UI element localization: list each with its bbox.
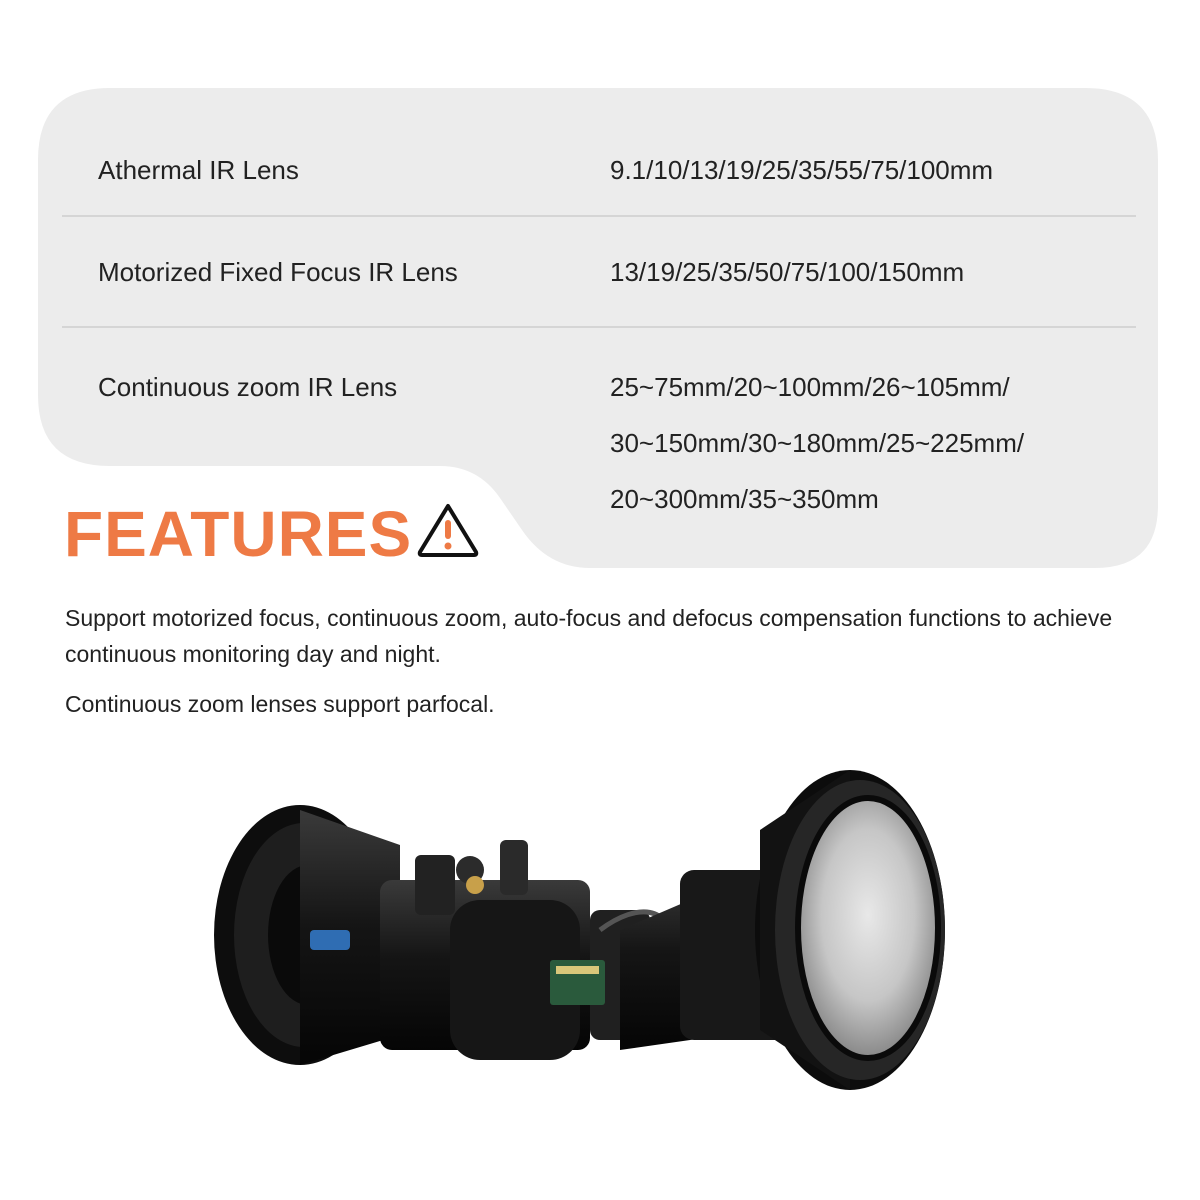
features-description: Support motorized focus, continuous zoom, auto-focus and defocus compensation functions to achieve continuous monitoring day and night. xyxy=(65,605,1113,667)
features-title: FEATURES xyxy=(64,498,413,570)
ir-zoom-lens-image xyxy=(200,760,980,1100)
features-note: Continuous zoom lenses support parfocal. xyxy=(65,691,495,717)
spec-value-line: 20~300mm/35~350mm xyxy=(610,484,879,514)
spec-label: Athermal IR Lens xyxy=(98,155,299,185)
spec-value: 13/19/25/35/50/75/100/150mm xyxy=(610,257,965,287)
divider xyxy=(62,326,1136,328)
spec-value-line: 30~150mm/30~180mm/25~225mm/ xyxy=(610,428,1025,458)
spec-value xyxy=(610,359,1024,527)
warning-triangle-icon xyxy=(414,500,482,560)
spec-label: Motorized Fixed Focus IR Lens xyxy=(98,257,458,287)
spec-value-line: 25~75mm/20~100mm/26~105mm/ xyxy=(610,372,1010,402)
spec-value: 9.1/10/13/19/25/35/55/75/100mm xyxy=(610,155,994,185)
spec-label: Continuous zoom IR Lens xyxy=(98,372,398,402)
divider xyxy=(62,215,1136,217)
